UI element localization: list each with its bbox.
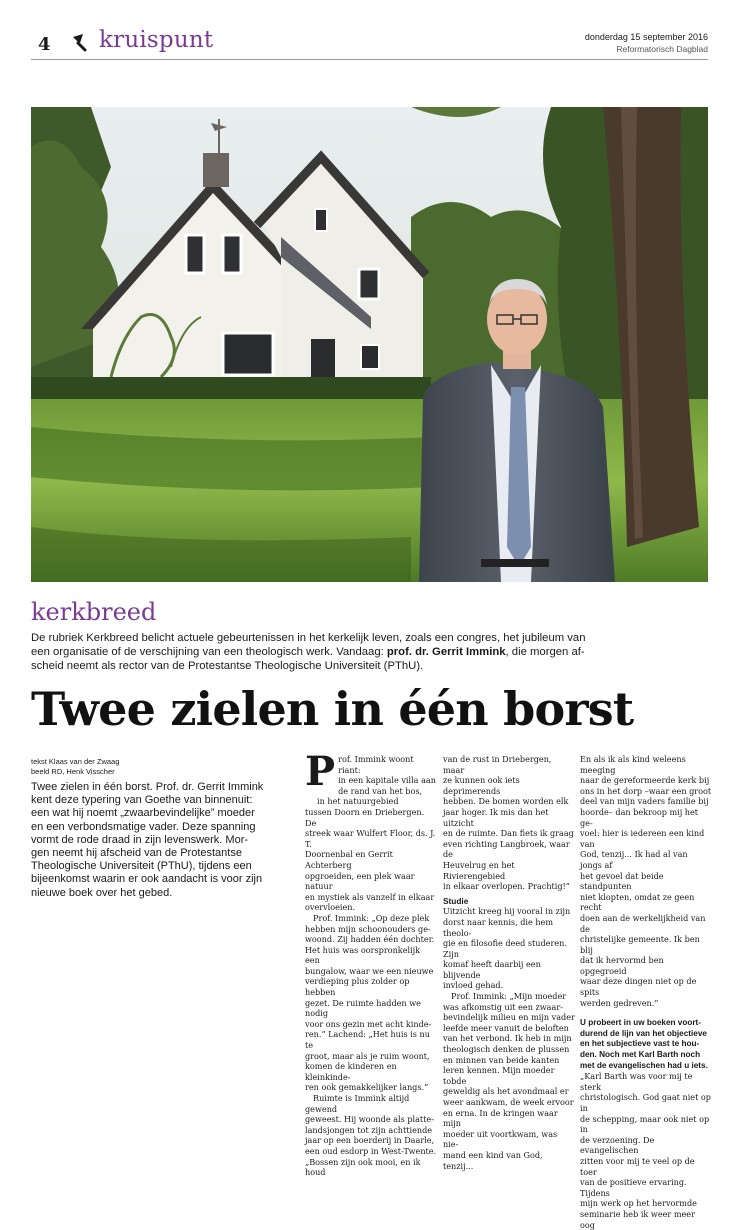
body-line: het gevoel dat beide standpunten <box>580 870 664 892</box>
body-line: mand een kind van God, tenzij... <box>443 1149 543 1171</box>
lead-line: Theologische Universiteit (PThU), tijdens een <box>31 860 252 873</box>
kicker-kerkbreed: kerkbreed <box>31 598 157 626</box>
question-line: durend de lijn van het objectieve <box>580 1028 707 1038</box>
lead-line: kent deze typering van Goethe van binnenuit: <box>31 794 253 807</box>
body-line: woond. Zij hadden één dochter. <box>305 934 435 945</box>
body-line: hebben mijn schoonouders ge- <box>305 923 431 934</box>
body-line: in een kapitale villa aan <box>338 775 436 786</box>
body-line: jaar hoger. Ik mis dan het uitzicht <box>443 806 549 828</box>
lead-line: Twee zielen in één borst. Prof. dr. Gerrit Immink <box>31 781 264 793</box>
body-line: ren ook gemakkelijker langs.” <box>305 1082 429 1093</box>
intro-text <box>31 631 708 673</box>
body-line: de rand van het bos, <box>338 785 423 796</box>
body-column-2 <box>443 754 575 1171</box>
body-column-1 <box>305 748 437 1178</box>
question-line: met de evangelischen had u iets. <box>580 1060 708 1070</box>
body-line: voel: hier is iedereen een kind van <box>580 828 705 849</box>
drop-cap: P <box>305 748 336 795</box>
body-line: ze kunnen ook iets deprimerends <box>443 775 520 796</box>
body-line: Uitzicht kreeg hij vooral in zijn <box>443 906 571 917</box>
body-line: opgroeiden, een plek waar natuur <box>305 870 415 892</box>
body-line: komen de kinderen en kleinkinde- <box>305 1061 397 1082</box>
intro-line: , die morgen af- <box>505 646 585 658</box>
credit-image: beeld RD, Henk Visscher <box>31 767 115 776</box>
body-line: dorst naar kennis, die hem theolo- <box>443 916 554 938</box>
body-line: overvloeien. <box>305 902 356 913</box>
body-line: invloed gehad. <box>443 980 504 991</box>
body-line: leren kennen. Mijn moeder tobde <box>443 1065 555 1086</box>
body-line: Ruimte is Immink altijd gewend <box>305 1093 410 1114</box>
question-line: en het subjectieve vast te hou- <box>580 1039 700 1049</box>
newspaper-name: Reformatorisch Dagblad <box>616 44 708 54</box>
body-line: jaar op een boerderij in Daarle, <box>305 1135 435 1146</box>
body-line: gie en filosofie deed studeren. Zijn <box>443 938 567 959</box>
lead-paragraph <box>31 781 271 900</box>
body-line: en mystiek als vanzelf in elkaar <box>305 891 435 902</box>
body-line: landsjongen tot zijn achttiende <box>305 1124 433 1135</box>
body-line: zitten voor mij te veel op de toer <box>580 1155 695 1177</box>
body-line: waar deze dingen niet op de spits <box>580 976 697 998</box>
body-line: van de rust in Driebergen, maar <box>443 754 552 775</box>
issue-date: donderdag 15 september 2016 <box>584 32 708 42</box>
intro-line: scheid neemt als rector van de Protestantse Theologische Universiteit (PThU). <box>31 660 424 672</box>
body-line: werden gedreven.” <box>580 997 659 1008</box>
lead-line: nieuwe boek over het gebed. <box>31 886 173 899</box>
body-line: moeder uit voortkwam, was nie- <box>443 1128 558 1150</box>
body-line: theologisch denken de plussen <box>443 1044 570 1055</box>
body-line: Prof. Immink: „Mijn moeder <box>451 991 567 1002</box>
body-line: was afkomstig uit een zwaar- <box>443 1001 563 1012</box>
intro-line: De rubriek Kerkbreed belicht actuele gebeurtenissen in het kerkelijk leven, zoals een congres, het jubileum van <box>31 632 586 644</box>
body-line: van het verbond. Ik heb in mijn <box>443 1033 572 1044</box>
body-line: komaf heeft daarbij een blijvende <box>443 959 541 980</box>
body-line: verdieping plus zolder op hebben <box>305 976 410 998</box>
body-line: weer aankwam, de week ervoor <box>443 1097 574 1107</box>
body-line: christelijke gemeente. Ik ben blij <box>580 934 700 955</box>
body-line: gezet. De ruimte hadden we nodig <box>305 997 421 1019</box>
body-line: bevindelijk milieu en mijn vader <box>443 1012 575 1023</box>
body-line: en erna. In de kringen waar mijn <box>443 1107 558 1129</box>
body-line: christologisch. God gaat niet op in <box>580 1092 711 1113</box>
credits <box>31 757 119 777</box>
body-line: Doornenbal en Gerrit Achterberg <box>305 849 393 870</box>
body-line: in elkaar overlopen. Prachtig!” <box>443 881 570 892</box>
body-line: dat ik hervormd ben opgegroeid <box>580 955 664 976</box>
lead-line: en een verbondsmatige vader. Deze spanning <box>31 820 256 833</box>
body-line: even richting Langbroek, waar de <box>443 838 570 860</box>
body-line: seminarie heb ik weer meer oog <box>580 1208 695 1230</box>
body-line: En als ik als kind weleens meeging <box>580 754 686 775</box>
body-line: God, tenzij... Ik had al van jongs af <box>580 849 688 870</box>
body-line: groot, maar als je ruim woont, <box>305 1050 430 1061</box>
question-line: U probeert in uw boeken voort- <box>580 1018 702 1028</box>
body-line: de verzoening. De evangelischen <box>580 1134 655 1156</box>
section-name: kruispunt <box>99 27 214 53</box>
feature-photo <box>31 107 708 582</box>
body-line: mijn werk op het hervormde <box>580 1198 697 1209</box>
house-garden-photo <box>31 107 708 582</box>
body-line: leefde meer vanuit de beloften <box>443 1022 569 1033</box>
body-line: bungalow, waar we een nieuwe <box>305 965 434 976</box>
body-line: en minnen van beide kanten <box>443 1054 560 1065</box>
body-line: doen aan de werkelijkheid van de <box>580 912 706 934</box>
body-line: ren.” Lachend: „Het huis is nu te <box>305 1029 430 1051</box>
lead-line: bijeenkomst waarin er ook aandacht is voor zijn <box>31 873 263 886</box>
body-line: Het huis was oorspronkelijk een <box>305 944 421 966</box>
credit-text: tekst Klaas van der Zwaag <box>31 757 120 766</box>
body-line: van de positieve ervaring. Tijdens <box>580 1177 687 1198</box>
body-line: rof. Immink woont riant: <box>338 754 414 775</box>
body-line: streek waar Wulfert Floor, ds. J. T. <box>305 828 436 849</box>
body-line: „Karl Barth was voor mij te sterk <box>580 1071 693 1092</box>
intro-name: prof. dr. Gerrit Immink <box>386 646 506 658</box>
body-line: een oud esdorp in West-Twente. <box>305 1145 437 1156</box>
body-column-3 <box>580 754 712 1230</box>
body-line: deel van mijn vaders familie bij <box>580 796 709 807</box>
intro-line: een organisatie of de verschijning van een theologisch werk. Vandaag: <box>31 646 387 658</box>
body-line: tussen Doorn en Driebergen. De <box>305 806 425 828</box>
body-line: hebben. De bomen worden elk <box>443 796 569 807</box>
question-line: den. Noch met Karl Barth noch <box>580 1050 701 1060</box>
body-line: voor ons gezin met acht kinde- <box>305 1018 432 1029</box>
page-header <box>31 26 708 60</box>
body-line: in het natuurgebied <box>317 796 399 807</box>
body-line: naar de gereformeerde kerk bij <box>580 775 710 786</box>
body-line: „Bossen zijn ook mooi, en ik houd <box>305 1156 421 1178</box>
lead-line: een wat hij noemt „zwaarbevindelijke” moeder <box>31 807 255 820</box>
interview-question <box>580 1018 712 1071</box>
body-line: niet klopten, omdat ze geen recht <box>580 891 695 913</box>
body-line: hoorde– dan bekroop mij het ge- <box>580 806 699 828</box>
body-line: geweldig als het avondmaal er <box>443 1086 569 1097</box>
body-line: ons in het dorp –waar een groot <box>580 785 712 796</box>
body-line: Heuvelrug en het Rivierengebied <box>443 859 515 881</box>
lead-line: vormt de rode draad in zijn levenswerk. Mor- <box>31 833 249 846</box>
body-line: Prof. Immink: „Op deze plek <box>313 912 430 923</box>
body-line: de schepping, maar ook niet op in <box>580 1113 710 1135</box>
page-number: 4 <box>38 34 51 55</box>
subhead-studie: Studie <box>443 895 469 906</box>
headline: Twee zielen in één borst <box>31 682 634 736</box>
body-line: en de ruimte. Dan fiets ik graag <box>443 828 574 839</box>
lead-line: gen neemt hij afscheid van de Protestantse <box>31 847 242 860</box>
body-line: geweest. Hij woonde als platte- <box>305 1114 434 1125</box>
cross-arrow-icon <box>67 31 89 53</box>
